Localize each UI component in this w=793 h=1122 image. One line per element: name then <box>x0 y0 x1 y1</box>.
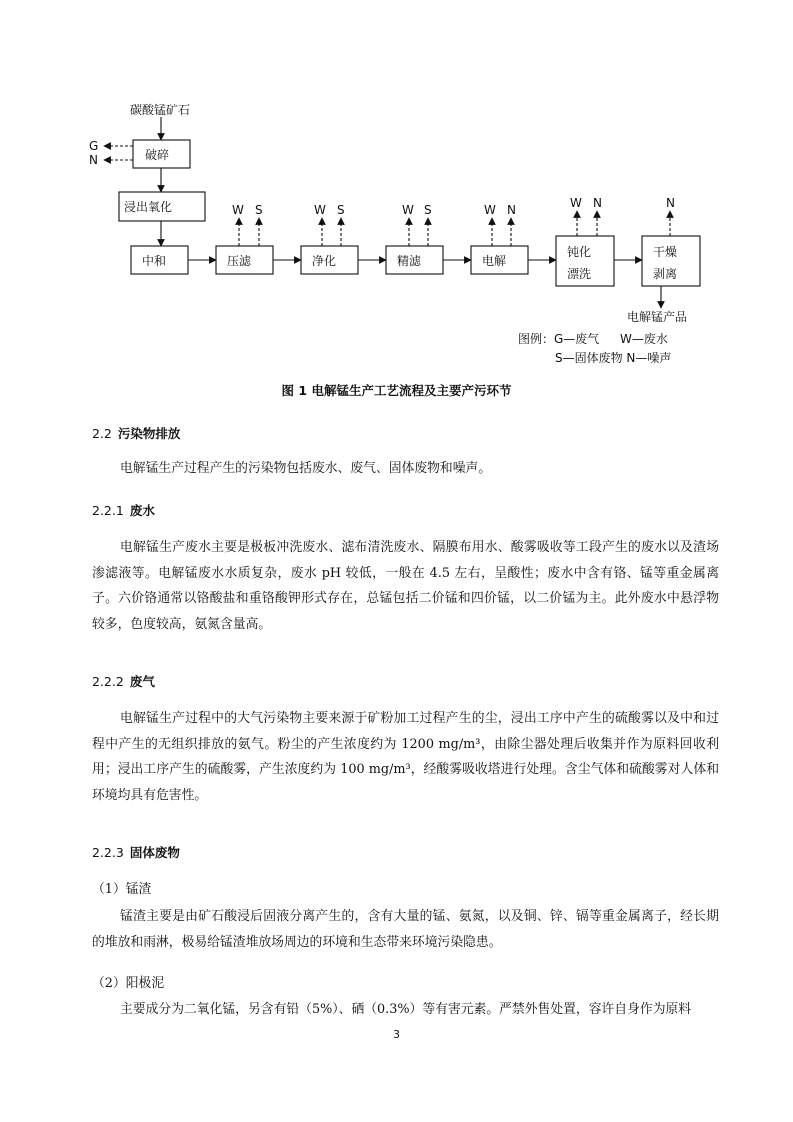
legend-line-1a: 图例：G—废气 <box>518 332 600 346</box>
list-item: （1）锰渣 <box>92 882 152 897</box>
product-label: 电解锰产品 <box>627 310 688 324</box>
n-label: N <box>507 203 516 217</box>
n-label: N <box>666 196 675 210</box>
paragraph: 主要成分为二氧化锰，另含有铅（5%）、硒（0.3%）等有害元素。严禁外售处置，容许自身作为原料 <box>120 1002 692 1017</box>
list-item: （2）阳极泥 <box>92 976 165 991</box>
n-label: N <box>593 196 602 210</box>
figure-caption: 图 1 电解锰生产工艺流程及主要产污环节 <box>281 383 512 398</box>
paragraph: 电解锰生产废水主要是极板冲洗废水、滤布清洗废水、隔膜布用水、酸雾吸收等工段产生的废水以及渣场渗滤液等。电解锰废水水质复杂，废水 pH 较低，一般在 4.5 左右，呈酸性；废水中含有铬、锰等重金属离子。六价铬通常以铬酸盐和重铬酸钾形式存在，总锰包括二价锰和四价锰，以二价锰为主。此外废水中悬浮物较多，色度较高，氨氮含量高。 <box>92 540 719 632</box>
filter-press-label: 压滤 <box>227 254 252 268</box>
section-number: 2.2.1 <box>92 503 124 518</box>
w-label: W <box>484 203 496 217</box>
paragraph: 电解锰生产过程中的大气污染物主要来源于矿粉加工过程产生的尘，浸出工序中产生的硫酸雾以及中和过程中产生的无组织排放的氨气。粉尘的产生浓度约为 1200 mg/m³，由除尘器处理后收集并作为原料回收利用；浸出工序产生的硫酸雾，产生浓度约为 100 mg/m³，经酸雾吸收塔进行处理。含尘气体和硫酸雾对人体和环境均具有危害性。 <box>92 711 719 803</box>
legend-line-1b: W—废水 <box>620 332 668 346</box>
section-title: 废水 <box>129 503 155 518</box>
page-number: 3 <box>393 1028 400 1041</box>
section-heading-2-2-2 <box>92 672 155 690</box>
gas-label: G <box>89 139 99 153</box>
leach-label: 浸出氧化 <box>124 200 173 214</box>
dry-label-1: 干燥 <box>653 245 678 259</box>
section-heading-2-2-1 <box>92 501 155 519</box>
noise-label: N <box>89 153 98 167</box>
process-flow-diagram <box>0 0 793 380</box>
crush-label: 破碎 <box>145 148 170 162</box>
s-label: S <box>255 203 263 217</box>
section-title: 污染物排放 <box>117 426 181 441</box>
legend-line-2: S—固体废物 N—噪声 <box>555 351 672 365</box>
neutralize-label: 中和 <box>142 254 167 268</box>
ore-label: 碳酸锰矿石 <box>130 103 191 117</box>
w-label: W <box>314 203 326 217</box>
electrolysis-label: 电解 <box>482 254 507 268</box>
section-heading-2-2-3 <box>92 843 180 861</box>
fine-filter-label: 精滤 <box>397 254 422 268</box>
s-label: S <box>424 203 432 217</box>
passivate-label-1: 钝化 <box>567 245 592 259</box>
section-title: 废气 <box>129 674 155 689</box>
paragraph: 电解锰生产过程产生的污染物包括废水、废气、固体废物和噪声。 <box>120 461 492 476</box>
paragraph: 锰渣主要是由矿石酸浸后固液分离产生的，含有大量的锰、氨氮，以及铜、锌、镉等重金属离子，经长期的堆放和雨淋，极易给锰渣堆放场周边的环境和生态带来环境污染隐患。 <box>92 909 719 950</box>
section-title: 固体废物 <box>129 845 180 860</box>
section-heading-2-2 <box>92 424 180 442</box>
w-label: W <box>570 196 582 210</box>
w-label: W <box>232 203 244 217</box>
section-number: 2.2.3 <box>92 845 124 860</box>
purify-label: 净化 <box>312 254 337 268</box>
passivate-label-2: 漂洗 <box>567 267 592 281</box>
section-number: 2.2.2 <box>92 674 124 689</box>
section-number: 2.2 <box>92 426 112 441</box>
s-label: S <box>337 203 345 217</box>
dry-label-2: 剥离 <box>653 267 678 281</box>
w-label: W <box>402 203 414 217</box>
